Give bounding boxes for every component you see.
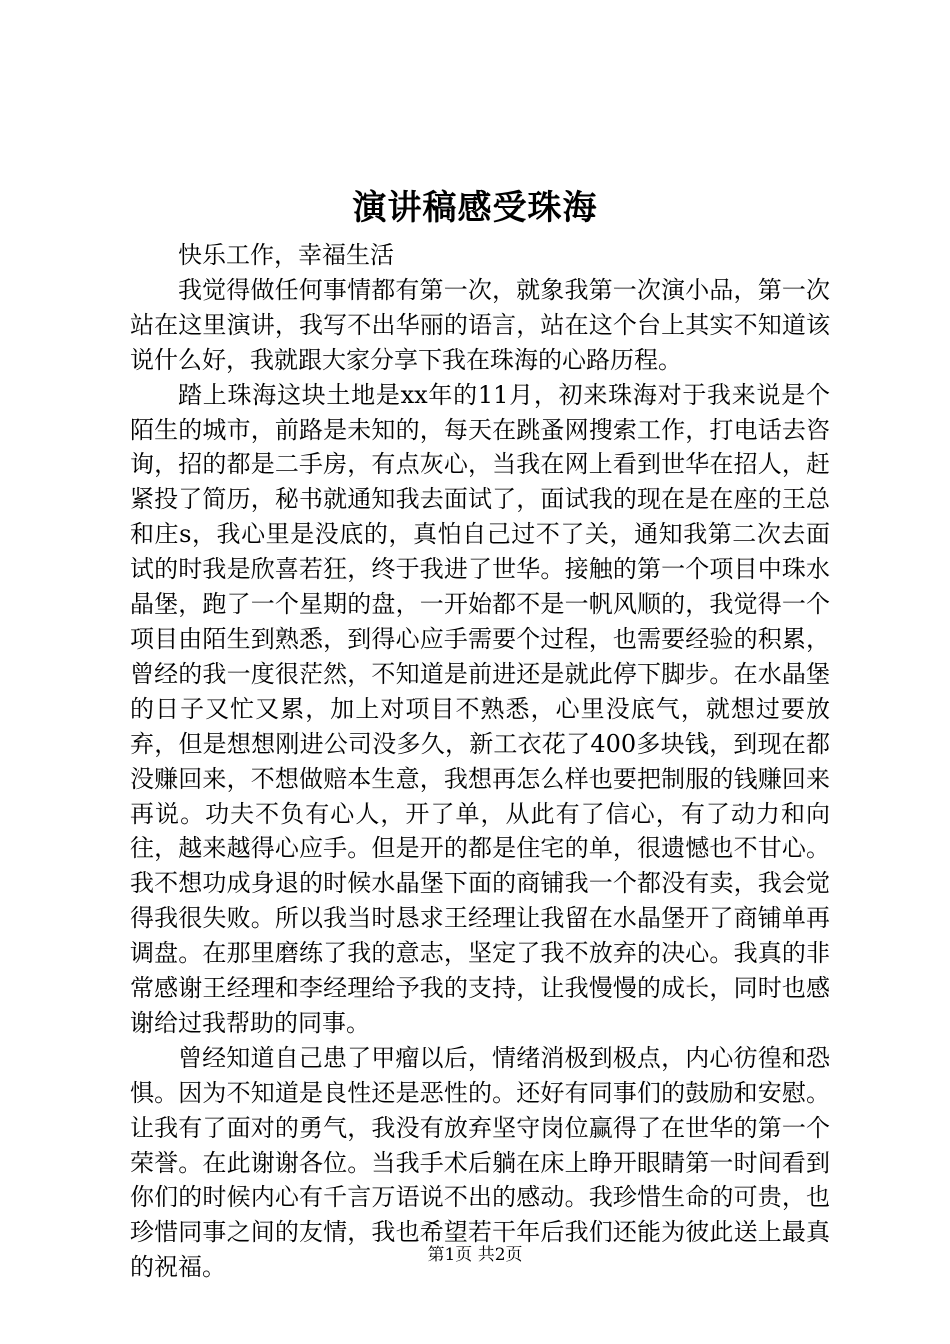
paragraph-subtitle: 快乐工作，幸福生活: [178, 241, 394, 269]
document-title: 演讲稿感受珠海: [352, 188, 598, 228]
page-number-footer: 第1页 共2页: [427, 1245, 523, 1265]
paragraph: 踏上珠海这块土地是xx年的11月，初来珠海对于我来说是个陌生的城市，前路是未知的，每天在跳蚤网搜索工作，打电话去咨询，招的都是二手房，有点灰心，当我在网上看到世华在招人，赶紧投了简历，秘书就通知我去面试了，面试我的现在是在座的王总和庄s，我心里是没底的，真怕自己过不了关，通知我第二次去面试的时我是欣喜若狂，终于我进了世华。接触的第一个项目中珠水晶堡，跑了一个星期的盘，一开始都不是一帆风顺的，我觉得一个项目由陌生到熟悉，到得心应手需要个过程，也需要经验的积累，曾经的我一度很茫然，不知道是前进还是就此停下脚步。在水晶堡的日子又忙又累，加上对项目不熟悉，心里没底气，就想过要放弃，但是想想刚进公司没多久，新工衣花了400多块钱，到现在都没赚回来，不想做赔本生意，我想再怎么样也要把制服的钱赚回来再说。功夫不负有心人，开了单，从此有了信心，有了动力和向往，越来越得心应手。但是开的都是住宅的单，很遗憾也不甘心。我不想功成身退的时候水晶堡下面的商铺我一个都没有卖，我会觉得我很失败。所以我当时恳求王经理让我留在水晶堡开了商铺单再调盘。在那里磨练了我的意志，坚定了我不放弃的决心。我真的非常感谢王经理和李经理给予我的支持，让我慢慢的成长，同时也感谢给过我帮助的同事。: [130, 380, 830, 1037]
paragraph: 曾经知道自己患了甲瘤以后，情绪消极到极点，内心彷徨和恐惧。因为不知道是良性还是恶性的。还好有同事们的鼓励和安慰。让我有了面对的勇气，我没有放弃坚守岗位赢得了在世华的第一个荣誉。在此谢谢各位。当我手术后躺在床上睁开眼睛第一时间看到你们的时候内心有千言万语说不出的感动。我珍惜生命的可贵，也珍惜同事之间的友情，我也希望若干年后我们还能为彼此送上最真的祝福。: [130, 1043, 830, 1282]
document-body: [130, 238, 830, 1285]
paragraph: 我觉得做任何事情都有第一次，就象我第一次演小品，第一次站在这里演讲，我写不出华丽的语言，站在这个台上其实不知道该说什么好，我就跟大家分享下我在珠海的心路历程。: [130, 275, 830, 374]
